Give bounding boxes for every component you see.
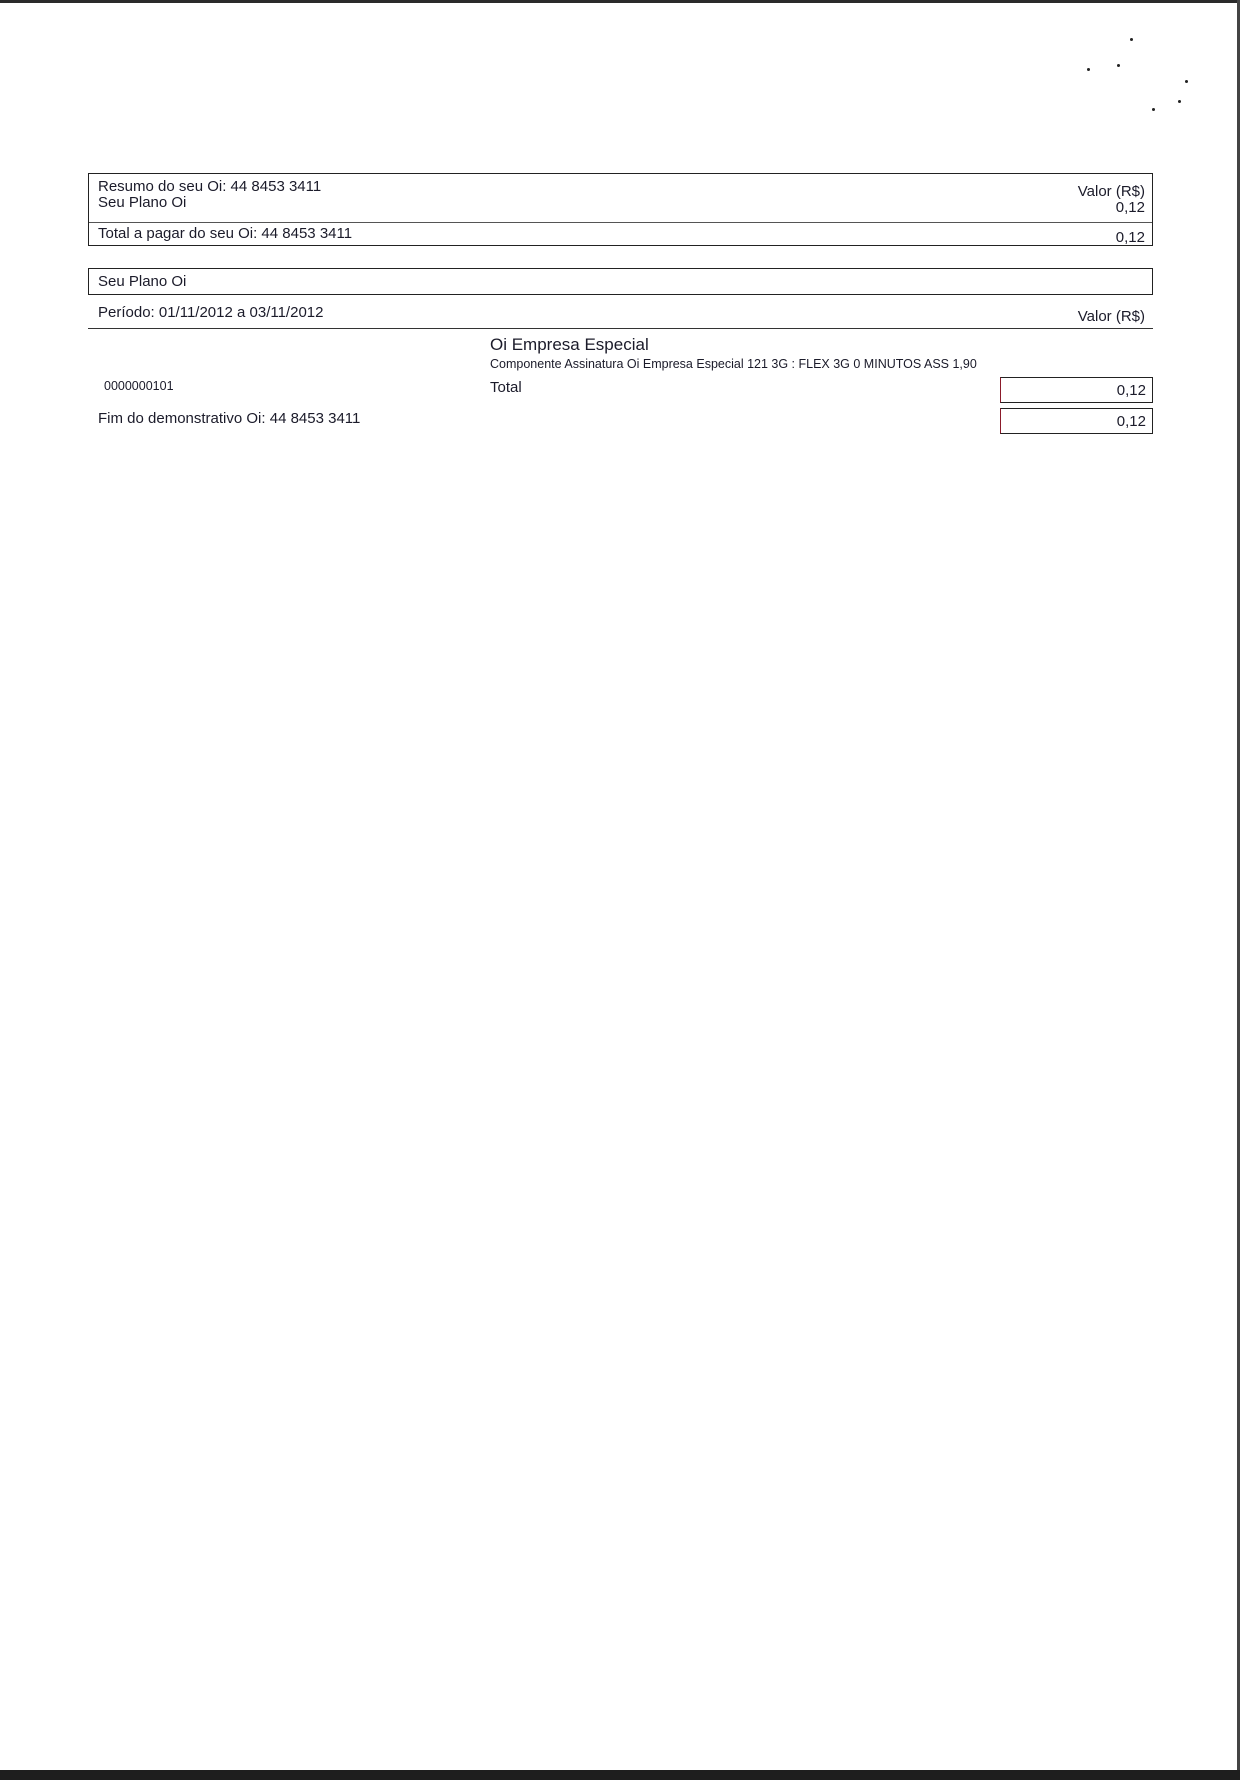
end-of-statement-value: 0,12 — [1116, 413, 1146, 430]
end-of-statement-box — [1000, 408, 1153, 434]
plan-section-header — [88, 268, 1153, 295]
scan-speck — [1087, 68, 1090, 71]
scan-bottom-edge — [0, 1770, 1240, 1780]
summary-value-header: Valor (R$) — [1077, 183, 1145, 200]
product-component: Componente Assinatura Oi Empresa Especial 121 3G : FLEX 3G 0 MINUTOS ASS 1,90 — [490, 357, 977, 371]
item-code: 0000000101 — [104, 379, 174, 393]
scan-speck — [1130, 38, 1133, 41]
scan-top-edge — [0, 0, 1240, 3]
period-divider — [88, 328, 1153, 329]
summary-plan-value: 0,12 — [1115, 199, 1145, 216]
scan-speck — [1152, 108, 1155, 111]
summary-divider — [89, 222, 1152, 223]
end-of-statement-label: Fim do demonstrativo Oi: 44 8453 3411 — [98, 410, 361, 427]
plan-period: Período: 01/11/2012 a 03/11/2012 — [98, 304, 324, 321]
plan-total-value: 0,12 — [1116, 382, 1146, 399]
plan-total-box — [1000, 377, 1153, 403]
summary-total-label: Total a pagar do seu Oi: 44 8453 3411 — [98, 225, 353, 242]
plan-total-label: Total — [490, 379, 522, 396]
product-name: Oi Empresa Especial — [490, 335, 649, 354]
plan-section-title: Seu Plano Oi — [98, 273, 187, 290]
scan-speck — [1185, 80, 1188, 83]
scan-speck — [1117, 64, 1120, 67]
summary-title: Resumo do seu Oi: 44 8453 3411 — [98, 178, 322, 195]
scan-speck — [1178, 100, 1181, 103]
summary-plan-label: Seu Plano Oi — [98, 194, 187, 211]
summary-total-value: 0,12 — [1115, 229, 1145, 246]
plan-value-header: Valor (R$) — [1077, 308, 1145, 325]
